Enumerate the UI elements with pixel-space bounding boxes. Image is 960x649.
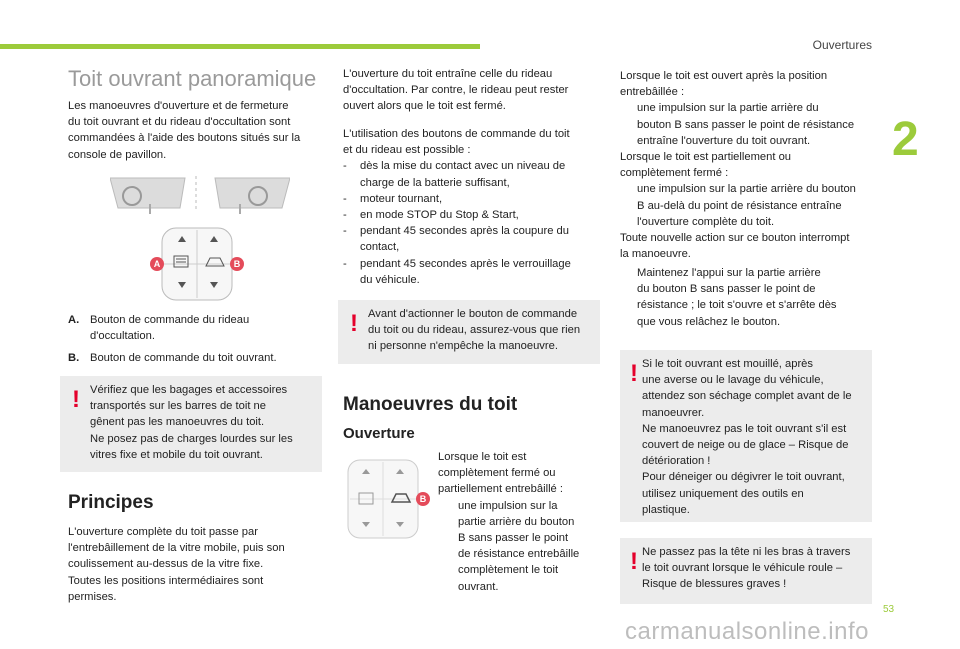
callout-b-small: B — [416, 492, 430, 506]
intro-paragraph: Les manoeuvres d'ouverture et de fermeture du toit ouvrant et du rideau d'occultation sont commandées à l'aide des boutons situés sur la console de pavillon. — [68, 100, 301, 161]
warning-box-wet-roof: ! Si le toit ouvrant est mouillé, après une averse ou le lavage du véhicule, attendez son séchage complet avant de le manoeuvrer. Ne manoeuvrez pas le toit ouvrant s'il est couvert de neige ou de glace – Risque de détérioration ! Pour déneiger ou dégivrer le toit ouvrant, utilisez uniquement des outils en plastique. — [620, 350, 872, 522]
heading-manoeuvres: Manoeuvres du toit — [343, 394, 518, 415]
ouverture-paragraph: Lorsque le toit est complètement fermé ou partiellement entrebâillé : une impulsion sur la partie arrière du bouton B sans passer le point de résistance entrebâille complètement le toit ouvrant. — [438, 451, 580, 593]
roof-console-figure — [110, 170, 290, 302]
heading-ouverture: Ouverture — [343, 425, 415, 442]
watermark: carmanualsonline.info — [625, 618, 869, 645]
column3-text: Lorsque le toit est ouvert après la position entrebâillée : une impulsion sur la partie arrière du bouton B sans passer le point de résistance entraîne l'ouverture du toit ouvrant. Lorsque le toit est partiellement ou complètement fermé : une impulsion sur la partie arrière du bouton B au-delà du point de résistance entraîne l'ouverture complète du toit. Toute nouvelle action sur ce bouton interrompt la manoeuvre. — [620, 70, 856, 261]
warning-icon: ! — [72, 386, 80, 413]
paragraph-conditions: L'utilisation des boutons de commande du toit et du rideau est possible : - dès la mise du contact avec un niveau de charge de la batterie suffisant, - moteur tournant, - en mode STOP du Stop & Start, - pendant 45 secondes après la coupure du contact, - pendant 45 secondes après le verrouillage du véhicule. — [343, 128, 571, 286]
figure-legend: A. Bouton de commande du rideau d'occultation. B. Bouton de commande du toit ouvrant. — [68, 314, 277, 365]
principes-paragraph: L'ouverture complète du toit passe par l'entrebâillement de la vitre mobile, puis son coulissement au-dessus de la vitre fixe. Toutes les positions intermédiaires sont permises. — [68, 526, 285, 603]
warning-icon: ! — [350, 310, 358, 337]
callout-b: B — [230, 257, 244, 271]
callout-a: A — [150, 257, 164, 271]
heading-principes: Principes — [68, 492, 154, 513]
warning-icon: ! — [630, 360, 638, 387]
warning-icon: ! — [630, 548, 638, 575]
column3-bullet-hold: Maintenez l'appui sur la partie arrière du bouton B sans passer le point de résistance ; le toit s'ouvre et s'arrête dès que vous relâchez le bouton. — [637, 267, 837, 328]
header-accent-bar — [0, 44, 480, 49]
paragraph-rideau: L'ouverture du toit entraîne celle du rideau d'occultation. Par contre, le rideau peut rester ouvert alors que le toit est fermé. — [343, 68, 569, 113]
page-title: Toit ouvrant panoramique — [68, 66, 317, 91]
page-number: 53 — [883, 604, 895, 615]
section-title: Ouvertures — [812, 38, 872, 52]
chapter-number: 2 — [892, 113, 919, 166]
warning-box-luggage: ! Vérifiez que les bagages et accessoires transportés sur les barres de toit ne gênent pas les manoeuvres du toit. Ne posez pas de charges lourdes sur les vitres fixe et mobile du toit ouvrant. — [60, 376, 322, 472]
warning-box-obstacle: ! Avant d'actionner le bouton de commande du toit ou du rideau, assurez-vous que rien ni personne n'empêche la manoeuvre. — [338, 300, 600, 364]
warning-box-head-arms: ! Ne passez pas la tête ni les bras à travers le toit ouvrant lorsque le véhicule roule – Risque de blessures graves ! — [620, 538, 872, 604]
roof-button-figure — [346, 458, 426, 540]
